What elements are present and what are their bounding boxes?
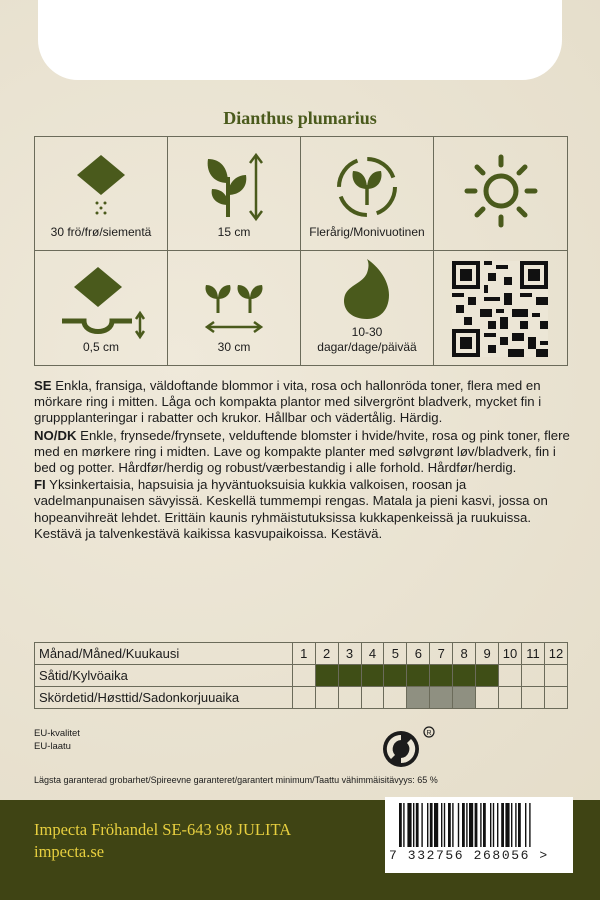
eu-quality: EU-kvalitet EU-laatu bbox=[34, 728, 80, 752]
barcode-bar bbox=[497, 803, 498, 847]
barcode-bar bbox=[427, 803, 428, 847]
description-nodk: NO/DK Enkle, frynsede/frynsete, velduftende blomster i hvide/hvite, rosa og pink toner, flere med en mørkere ring i midten. Lave og kompakte planter med sølvgrønt løv/bladverk, fin i bed og potter. Hårdfør/herdig og robust/værbestandig i alle forhold. Hårdfør/herdig. bbox=[34, 427, 570, 476]
month-cell bbox=[315, 687, 338, 709]
barcode-bar bbox=[490, 803, 491, 847]
germination-cell bbox=[301, 251, 434, 365]
sowing-time-label: Såtid/Kylvöaika bbox=[35, 665, 293, 687]
barcode-bar bbox=[448, 803, 451, 847]
barcode-bar bbox=[434, 803, 438, 847]
barcode-bar bbox=[483, 803, 486, 847]
month-cell bbox=[544, 687, 567, 709]
barcode-bar bbox=[407, 803, 411, 847]
barcode-bar bbox=[475, 803, 478, 847]
barcode-bar bbox=[466, 803, 467, 847]
growing-calendar bbox=[34, 642, 568, 709]
sowing-depth-cell bbox=[35, 251, 168, 365]
calendar-header-label: Månad/Måned/Kuukausi bbox=[35, 643, 293, 665]
barcode-bar bbox=[430, 803, 433, 847]
sun-icon bbox=[461, 151, 541, 231]
month-cell bbox=[361, 687, 384, 709]
month-cell bbox=[453, 665, 476, 687]
plant-height-cell bbox=[168, 137, 301, 251]
barcode-bar bbox=[518, 803, 521, 847]
plant-spacing-cell bbox=[168, 251, 301, 365]
plant-height-label: 15 cm bbox=[217, 225, 251, 239]
svg-text:R: R bbox=[426, 730, 432, 737]
barcode-bar bbox=[505, 803, 509, 847]
month-cell bbox=[292, 687, 315, 709]
barcode-bar bbox=[399, 803, 402, 847]
month-cell bbox=[544, 665, 567, 687]
barcode-bar bbox=[469, 803, 473, 847]
website-link[interactable]: impecta.se bbox=[34, 842, 105, 861]
month-cell bbox=[476, 687, 499, 709]
barcode-bar bbox=[416, 803, 419, 847]
seed-count-cell bbox=[35, 137, 168, 251]
barcode-bar bbox=[421, 803, 422, 847]
hanger-cutout bbox=[38, 0, 562, 80]
harvest-time-label: Skördetid/Høsttid/Sadonkorjuuaika bbox=[35, 687, 293, 709]
month-cell bbox=[453, 687, 476, 709]
sowing-depth-label: 0,5 cm bbox=[82, 340, 119, 354]
month-cell bbox=[384, 665, 407, 687]
germination-label: 10-30 dagar/dage/päivää bbox=[317, 325, 417, 354]
month-cell bbox=[430, 665, 453, 687]
month-cell bbox=[499, 665, 522, 687]
qr-code-icon[interactable] bbox=[452, 261, 548, 357]
month-cell bbox=[407, 665, 430, 687]
barcode-bar bbox=[462, 803, 465, 847]
germination-guarantee: Lägsta garanterad grobarhet/Spireevne garanteret/garantert minimum/Taattu vähimmäisitävyys: 65 % bbox=[34, 775, 438, 785]
green-dot-recycling-icon bbox=[381, 725, 437, 769]
barcode-bar bbox=[511, 803, 512, 847]
month-cell bbox=[292, 665, 315, 687]
month-cell bbox=[476, 665, 499, 687]
sowing-time-row bbox=[35, 665, 568, 687]
seed-packet-icon bbox=[61, 147, 141, 227]
description-fi: FI Yksinkertaisia, hapsuisia ja hyväntuoksuisia kukkia valkoisen, roosan ja vadelmanpunaisen sävyissä. Keskellä tummempi rengas. Matala ja pieni kasvi, jossa on hopeanvihreät lehdet. Erittäin kaunis ryhmäistutuksissa kukkapenkeissä ja ruukuissa. Kestävä ja talvenkestävä kaikissa kasvupaikoissa. Kestävä. bbox=[34, 477, 548, 541]
month-cell bbox=[361, 665, 384, 687]
barcode-bar bbox=[452, 803, 453, 847]
month-cell bbox=[384, 687, 407, 709]
month-cell bbox=[521, 665, 544, 687]
month-cell bbox=[338, 687, 361, 709]
germination-icon bbox=[327, 257, 407, 327]
barcode-bar bbox=[458, 803, 459, 847]
qr-code-cell bbox=[434, 251, 567, 365]
harvest-time-row bbox=[35, 687, 568, 709]
barcode-number: 7 332756 268056 > bbox=[385, 848, 573, 863]
barcode-bar bbox=[501, 803, 504, 847]
info-icon-grid bbox=[34, 136, 568, 366]
sun-cell bbox=[434, 137, 567, 251]
month-cell bbox=[430, 687, 453, 709]
description-se: SE Enkla, fransiga, väldoftande blommor i vita, rosa och hallonröda toner, flera med en mörkare ring i mitten. Låga och kompakta plantor med silvergrönt bladverk, mycket fin i gruppplanteringar i rabatter och krukor. Hållbar och vädertålig. Härdig. bbox=[34, 378, 542, 426]
lifecycle-label: Flerårig/Monivuotinen bbox=[309, 225, 425, 239]
barcode-bar bbox=[493, 803, 494, 847]
plant-height-icon bbox=[194, 147, 274, 227]
barcode-bar bbox=[525, 803, 526, 847]
barcode-bar bbox=[444, 803, 445, 847]
month-cell bbox=[338, 665, 361, 687]
month-cell bbox=[521, 687, 544, 709]
calendar-header-row: Månad/Måned/Kuukausi 1 2 3 4 5 6 7 8 9 10 11 12 bbox=[35, 643, 568, 665]
plant-spacing-icon bbox=[194, 261, 274, 341]
perennial-cycle-icon bbox=[327, 147, 407, 227]
barcode-bar bbox=[529, 803, 530, 847]
plant-spacing-label: 30 cm bbox=[217, 340, 251, 354]
company-address: Impecta Fröhandel SE-643 98 JULITA bbox=[34, 820, 292, 839]
perennial-cell bbox=[301, 137, 434, 251]
species-title: Dianthus plumarius bbox=[223, 108, 377, 128]
barcode-bar bbox=[413, 803, 414, 847]
barcode-bar bbox=[515, 803, 516, 847]
barcode-bar bbox=[480, 803, 481, 847]
month-cell bbox=[315, 665, 338, 687]
barcode-bars bbox=[385, 797, 573, 849]
sowing-depth-icon bbox=[56, 261, 146, 341]
month-cell bbox=[407, 687, 430, 709]
barcode-bar bbox=[441, 803, 442, 847]
barcode-bar bbox=[403, 803, 404, 847]
month-cell bbox=[499, 687, 522, 709]
description-block bbox=[34, 378, 574, 543]
seed-count-label: 30 frö/frø/siementä bbox=[50, 225, 152, 239]
